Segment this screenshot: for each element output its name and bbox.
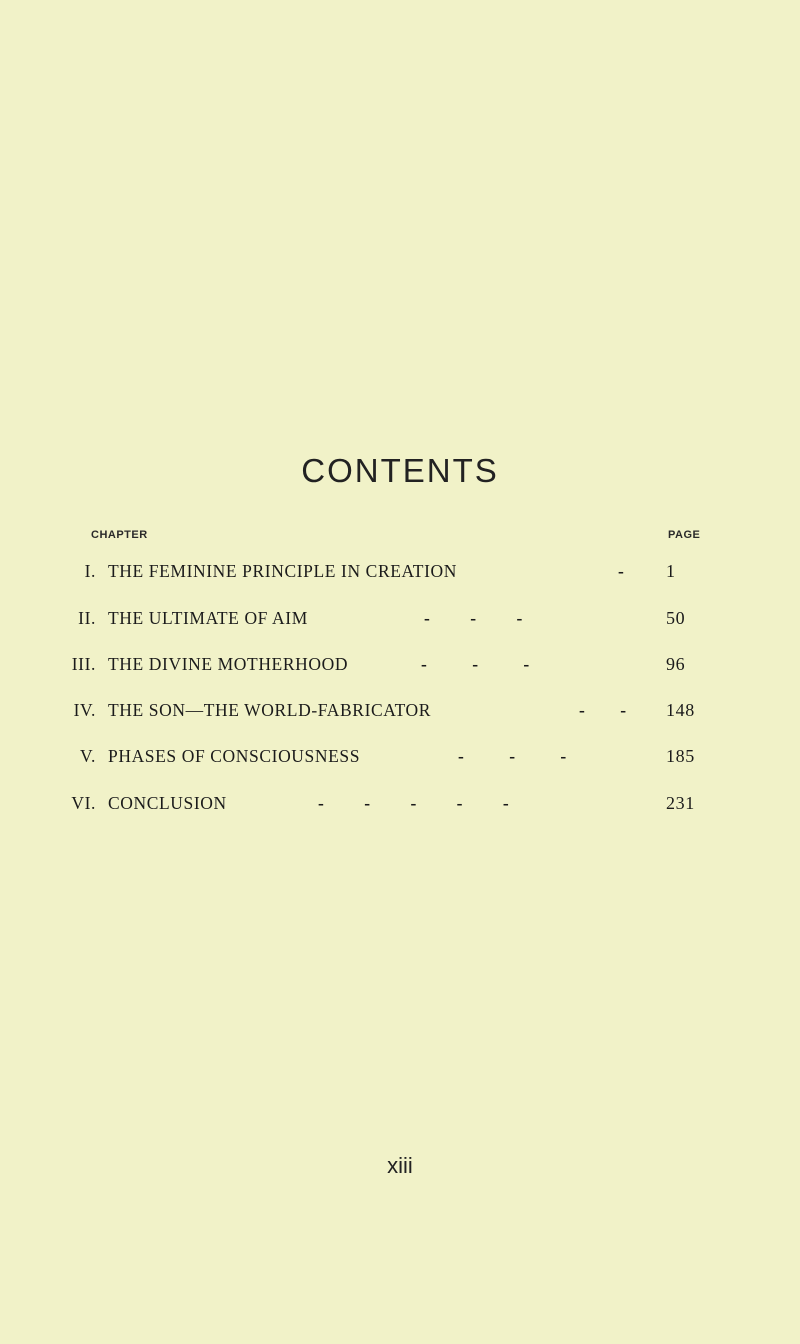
chapter-number: III.: [71, 654, 96, 674]
chapter-number: VI.: [71, 793, 96, 813]
page-number: 185: [666, 746, 695, 766]
chapter-title: CONCLUSION: [108, 793, 227, 813]
page-number: 50: [666, 608, 686, 628]
dot-leader: - - -: [424, 608, 523, 628]
dot-leader: - - - - -: [318, 793, 510, 813]
toc-entry[interactable]: [0, 654, 800, 684]
toc-entry[interactable]: [0, 561, 800, 591]
toc-entry[interactable]: [0, 608, 800, 638]
toc-entry[interactable]: [0, 793, 800, 823]
chapter-title: PHASES OF CONSCIOUSNESS: [108, 746, 361, 766]
toc-entry[interactable]: [0, 746, 800, 776]
chapter-number: IV.: [73, 700, 96, 720]
chapter-column-header: CHAPTER: [91, 529, 148, 541]
chapter-title: THE DIVINE MOTHERHOOD: [108, 654, 349, 674]
dot-leader: -: [618, 561, 625, 581]
page-column-header: PAGE: [668, 529, 701, 541]
chapter-title: THE FEMININE PRINCIPLE IN CREATION: [108, 561, 457, 581]
toc-entry[interactable]: [0, 700, 800, 730]
chapter-title: THE SON—THE WORLD-FABRICATOR: [108, 700, 432, 720]
dot-leader: - - -: [421, 654, 530, 674]
page-number: 148: [666, 700, 695, 720]
chapter-number: V.: [80, 746, 96, 766]
chapter-number: II.: [78, 608, 96, 628]
chapter-title: THE ULTIMATE OF AIM: [108, 608, 308, 628]
page-number: 1: [666, 561, 676, 581]
dot-leader: - - -: [458, 746, 567, 766]
page-title: CONTENTS: [301, 452, 499, 489]
folio-page-number: xiii: [387, 1153, 413, 1178]
page-number: 96: [666, 654, 686, 674]
dot-leader: - -: [579, 700, 627, 720]
page-number: 231: [666, 793, 695, 813]
chapter-number: I.: [84, 561, 96, 581]
